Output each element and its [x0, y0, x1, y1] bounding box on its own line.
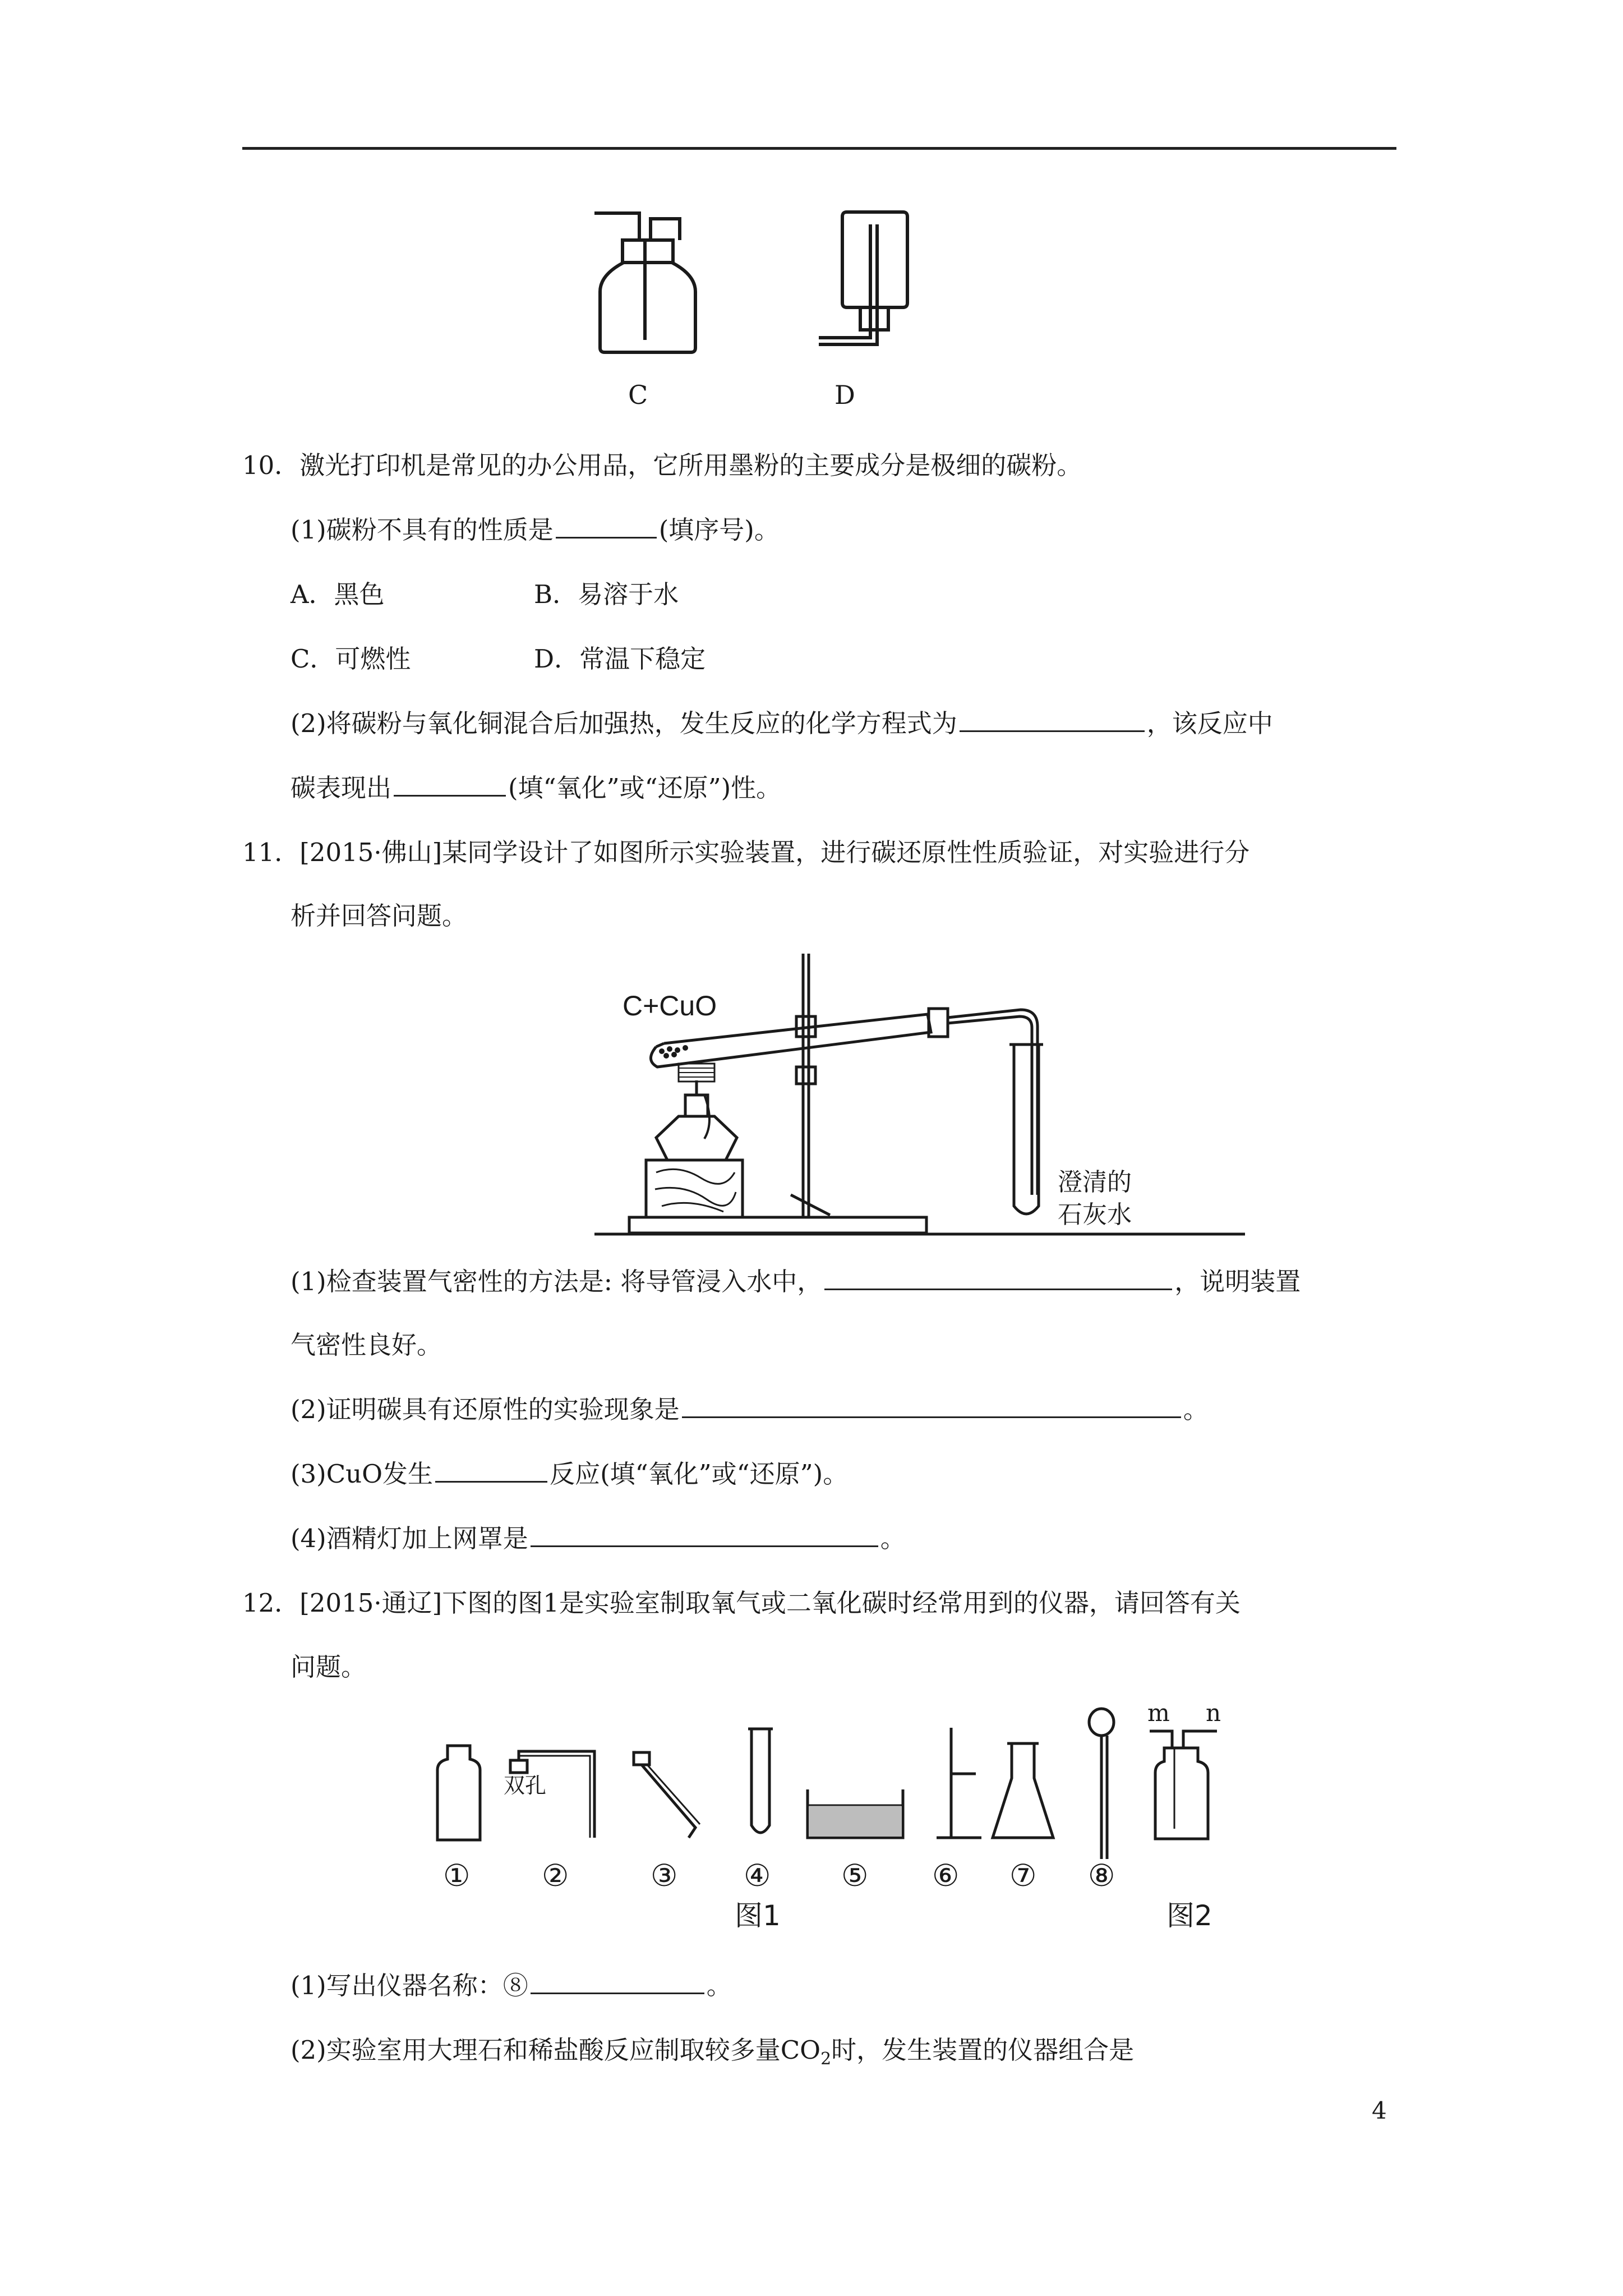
- page-number: 4: [1372, 2097, 1387, 2124]
- q10-part1: [291, 513, 780, 547]
- instrument-figure: [426, 1705, 1267, 1930]
- q11-part2-tail: 。: [1183, 1395, 1209, 1424]
- label-d: D: [834, 380, 855, 410]
- q10-part1-text: (1)碳粉不具有的性质是: [291, 515, 554, 545]
- instrument-number: ⑥: [932, 1858, 960, 1893]
- label-c: C: [628, 380, 648, 410]
- q10-part1-blank[interactable]: [556, 514, 657, 539]
- q11-part2-blank[interactable]: [682, 1394, 1181, 1418]
- q11-part1: [291, 1265, 1301, 1299]
- q11-part3-text: (3)CuO发生: [291, 1459, 434, 1489]
- instrument-number: ⑤: [841, 1858, 869, 1893]
- lime-water-label-1: 澄清的: [1058, 1168, 1132, 1197]
- port-n-label: n: [1206, 1705, 1221, 1727]
- q12-part1-tail: 。: [706, 1971, 732, 2000]
- q11-part2: [291, 1393, 1209, 1427]
- q11-part1-text: (1)检查装置气密性的方法是: 将导管浸入水中，: [291, 1267, 823, 1296]
- q12-stem-1: 12．[2015·通辽]下图的图1是实验室制取氧气或二氧化碳时经常用到的仪器，请回答有关: [242, 1588, 1241, 1618]
- q12-part1: [291, 1969, 732, 2003]
- q10-part2b-blank[interactable]: [394, 772, 506, 797]
- q11-part4: [291, 1522, 906, 1556]
- instrument-number: ③: [651, 1858, 678, 1893]
- gas-bottle-figure-cd: [583, 208, 931, 426]
- q11-part4-tail: 。: [880, 1524, 906, 1553]
- q12-part2: [291, 2033, 1134, 2076]
- q11-part1-tail: ，说明装置: [1174, 1267, 1301, 1296]
- header-rule: [242, 147, 1396, 150]
- q10-part2-text: (2)将碳粉与氧化铜混合后加强热，发生反应的化学方程式为: [291, 708, 957, 738]
- lime-water-label-2: 石灰水: [1058, 1200, 1132, 1229]
- q10-part2b-text: 碳表现出: [291, 773, 392, 803]
- q11-part1-cont: 气密性良好。: [291, 1330, 442, 1360]
- port-m-label: m: [1147, 1705, 1170, 1727]
- q12-part1-text: (1)写出仪器名称：⑧: [291, 1971, 528, 2000]
- q12-part2-tail: 时，发生装置的仪器组合是: [831, 2035, 1135, 2065]
- figure-2-caption: 图2: [1166, 1899, 1212, 1930]
- q12-part2-text: (2)实验室用大理石和稀盐酸反应制取较多量CO: [291, 2035, 821, 2065]
- instrument-number: ④: [744, 1858, 771, 1893]
- q11-part3-blank[interactable]: [435, 1458, 547, 1483]
- q11-part3: [291, 1457, 848, 1491]
- q11-part3-tail: 反应(填“氧化”或“还原”)。: [550, 1459, 849, 1489]
- reagent-label: C+CuO: [623, 990, 717, 1022]
- q10-part2-tail: ，该反应中: [1146, 708, 1273, 738]
- instrument-number: ①: [443, 1858, 471, 1893]
- q10-option-a: A．黑色: [291, 579, 385, 609]
- q10-stem: 10．激光打印机是常见的办公用品，它所用墨粉的主要成分是极细的碳粉。: [242, 450, 1082, 480]
- q10-part2-cont: [291, 771, 781, 805]
- q10-part2-blank[interactable]: [960, 708, 1145, 732]
- q10-option-d: D．常温下稳定: [534, 644, 706, 674]
- q11-part1-blank[interactable]: [824, 1266, 1172, 1290]
- instrument-number: ⑧: [1088, 1858, 1115, 1893]
- q10-option-b: B．易溶于水: [534, 579, 679, 609]
- instrument-number: ②: [542, 1858, 569, 1893]
- q12-stem-2: 问题。: [291, 1652, 367, 1682]
- q11-part4-blank[interactable]: [531, 1523, 878, 1547]
- q11-stem-2: 析并回答问题。: [291, 901, 468, 931]
- q10-part2: [291, 707, 1273, 740]
- q10-option-c: C．可燃性: [291, 644, 411, 674]
- dual-hole-label: 双孔: [504, 1773, 547, 1798]
- q10-part2b-tail: (填“氧化”或“还原”)性。: [508, 773, 782, 803]
- q11-stem-1: 11．[2015·佛山]某同学设计了如图所示实验装置，进行碳还原性性质验证，对实验进行分: [242, 838, 1250, 867]
- q12-part1-blank[interactable]: [531, 1970, 704, 1994]
- figure-1-caption: 图1: [735, 1899, 781, 1930]
- q11-part4-text: (4)酒精灯加上网罩是: [291, 1524, 528, 1553]
- carbon-reduction-apparatus: [594, 948, 1245, 1240]
- co2-subscript: 2: [820, 2049, 832, 2069]
- q11-part2-text: (2)证明碳具有还原性的实验现象是: [291, 1395, 680, 1424]
- instrument-number: ⑦: [1009, 1858, 1037, 1893]
- q10-part1-tail: (填序号)。: [658, 515, 780, 545]
